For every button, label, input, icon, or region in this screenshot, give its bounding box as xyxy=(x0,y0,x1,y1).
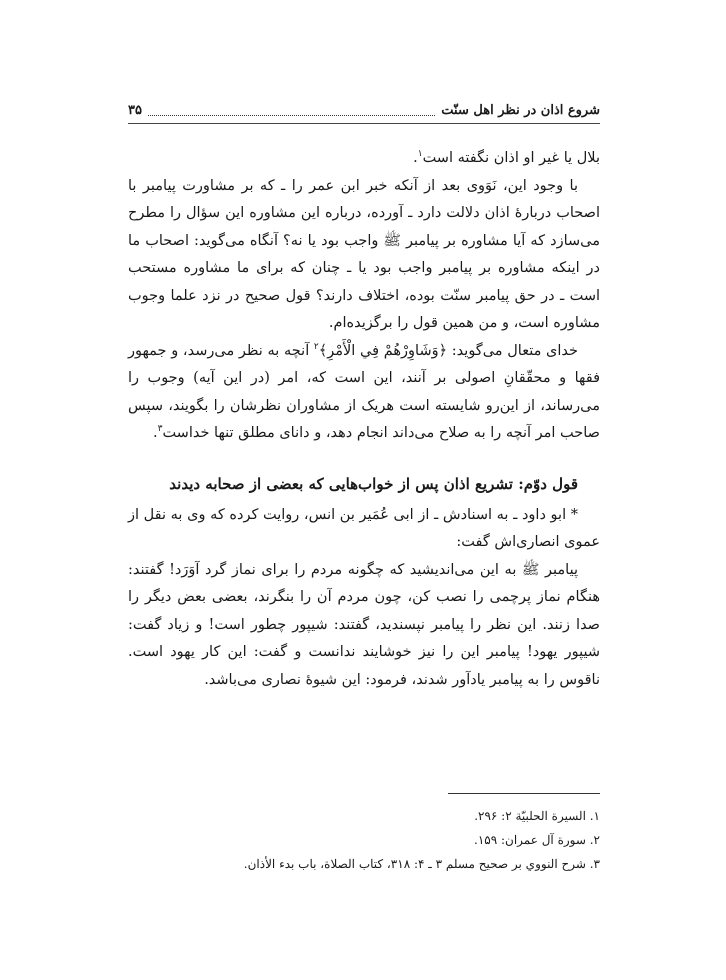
section-heading: قول دوّم: تشریع اذان پس از خواب‌هایی که بعضی از صحابه دیدند xyxy=(169,474,578,493)
footnote: ۱. السيرة الحلبيّة ۲: ۲۹۶. xyxy=(474,809,600,823)
footnote-ref[interactable]: ۳ xyxy=(157,424,163,435)
paragraph: * ابو داود ـ به اسنادش ـ از ابی عُمَیر بن انس، روایت کرده که وی به نقل از عموی انصاری‌اش گفت: xyxy=(128,506,600,550)
footnote: ۲. سورة آل عمران: ۱۵۹. xyxy=(474,833,600,847)
footnote-divider xyxy=(448,793,600,794)
footnotes xyxy=(128,804,600,876)
paragraph: خدای متعال می‌گوید: ﴿وَشَاوِرْهُمْ فِي الْأَمْرِ﴾$^۲$ آنچه به نظر می‌رسد، و جمهور فقها و محقّقانِ اصولی بر آنند، این است که، امر (در این آیه) وجوب را می‌رساند، از این‌رو شایسته است هریک از مشاوران نظرشان را بگویند، سپس صاحب امر آنچه را به صلاح می‌داند انجام دهد، و دانای مطلق تنها خداست$^۳$. xyxy=(128,341,600,441)
paragraph: بلال یا غیر او اذان نگفته است$^۱$. xyxy=(413,149,600,166)
footnote: ۳. شرح النووي بر صحيح مسلم ۳ ـ ۴: ۳۱۸، كتاب الصلاة، باب بدء الأذان. xyxy=(243,857,600,871)
body-text xyxy=(128,145,600,694)
chapter-title: شروع اذان در نظر اهل سنّت xyxy=(441,102,600,118)
running-header xyxy=(128,97,600,124)
footnote-ref[interactable]: ۱ xyxy=(417,149,423,160)
dot-leader xyxy=(148,105,435,116)
footnote-ref[interactable]: ۲ xyxy=(313,341,319,352)
paragraph: پیامبر ﷺ به این می‌اندیشید که چگونه مردم را برای نماز گرد آوَرَد! گفتند: هنگام نماز پرچمی را نصب کن، چون مردم آن را بنگرند، بعضی بعض دیگر را صدا زنند. این نظر را پیامبر نپسندید، گفتند: شیپور چطور است! و زیاد گفت: شیپور یهود! پیامبر این را نیز خوشایند ندانست و گفت: این کار یهود است. ناقوس را به پیامبر یادآور شدند، فرمود: این شیوهٔ نصاری می‌باشد. xyxy=(128,561,600,688)
page-number: ۳۵ xyxy=(128,102,142,118)
paragraph: با وجود این، نَوَوی بعد از آنکه خبر ابن عمر را ـ که بر مشاورت پیامبر با اصحاب دربارهٔ اذان دلالت دارد ـ آورده، درباره این مشاوره این سؤال را مطرح می‌سازد که آیا مشاوره بر پیامبر ﷺ واجب بود یا نه؟ آنگاه می‌گوید: اصحاب ما در اینکه مشاوره بر پیامبر واجب بود یا ـ چنان که برای ما مشاوره مستحب است ـ در حق پیامبر سنّت بوده، اختلاف دارند؟ قول صحیح در نزد علما وجوب مشاوره است، و من همین قول را برگزیده‌ام. xyxy=(128,177,600,331)
